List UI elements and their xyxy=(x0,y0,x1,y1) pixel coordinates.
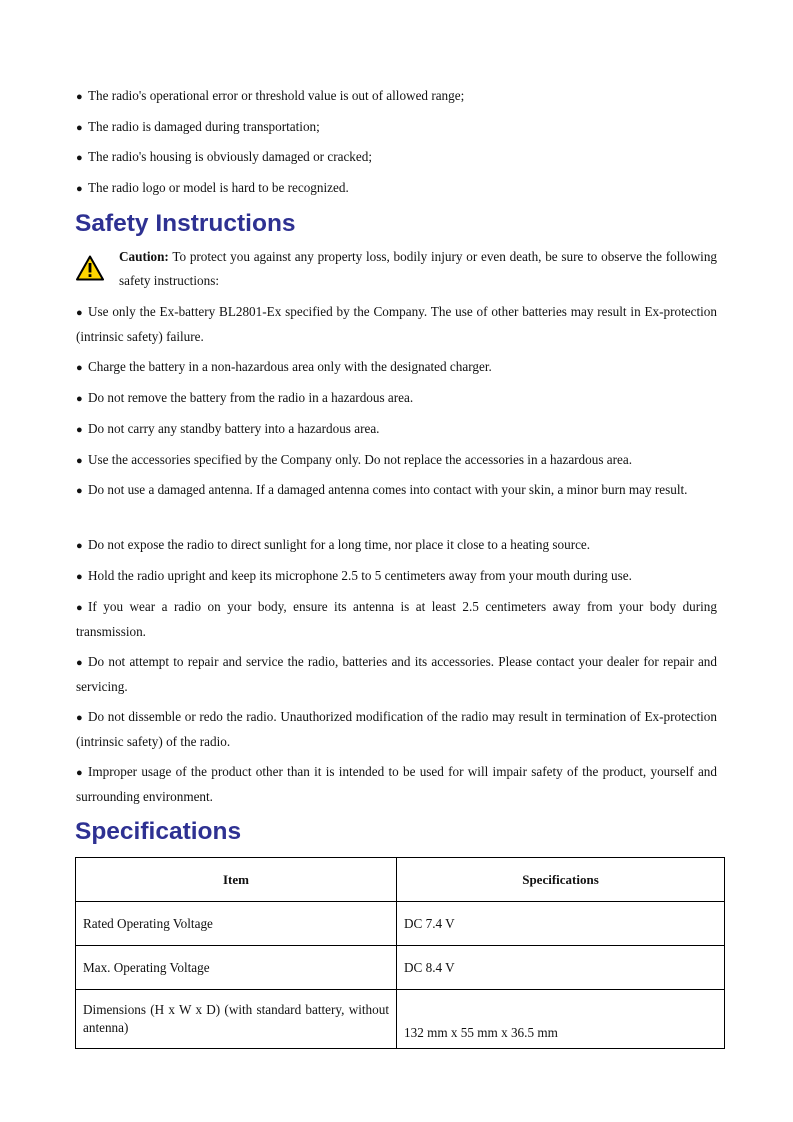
list-item-text: Do not expose the radio to direct sunlight for a long time, nor place it close to a heating source. xyxy=(88,537,591,552)
list-item xyxy=(76,760,717,809)
list-item-text: The radio's housing is obviously damaged or cracked; xyxy=(88,149,373,164)
list-item xyxy=(76,386,717,411)
bullet-icon: ● xyxy=(76,393,83,405)
table-cell-item: Dimensions (H x W x D) (with standard battery, without antenna) xyxy=(76,990,397,1049)
list-item-text: The radio's operational error or threshold value is out of allowed range; xyxy=(88,88,465,103)
list-item xyxy=(76,145,717,170)
bullet-icon: ● xyxy=(76,183,83,195)
bullet-icon: ● xyxy=(76,712,83,724)
list-item xyxy=(76,448,717,473)
caution-label: Caution: xyxy=(119,249,169,264)
bullet-icon: ● xyxy=(76,602,83,614)
bullet-icon: ● xyxy=(76,657,83,669)
list-item xyxy=(76,478,717,503)
list-item xyxy=(76,595,717,644)
list-item-text: Use the accessories specified by the Company only. Do not replace the accessories in a hazardous area. xyxy=(88,452,633,467)
list-item xyxy=(76,176,717,201)
list-item-text: Do not attempt to repair and service the radio, batteries and its accessories. Please contact your dealer for repair and servicing. xyxy=(76,654,717,694)
caution-text: To protect you against any property loss, bodily injury or even death, be sure to observe the following safety instructions: xyxy=(119,249,718,288)
table-cell-value: DC 8.4 V xyxy=(397,946,725,990)
list-item-text: Do not dissemble or redo the radio. Unauthorized modification of the radio may result in termination of Ex-protection (intrinsic safety) of the radio. xyxy=(76,709,717,749)
list-item-text: The radio logo or model is hard to be recognized. xyxy=(88,180,349,195)
column-header-specifications: Specifications xyxy=(397,858,725,902)
list-item xyxy=(76,300,717,349)
list-item-text: Improper usage of the product other than it is intended to be used for will impair safety of the product, yourself and surrounding environment. xyxy=(76,764,717,804)
table-cell-item: Max. Operating Voltage xyxy=(76,946,397,990)
table-row xyxy=(76,990,725,1049)
list-item xyxy=(76,564,717,589)
list-item-text: The radio is damaged during transportation; xyxy=(88,119,320,134)
bullet-icon: ● xyxy=(76,571,83,583)
bullet-icon: ● xyxy=(76,485,83,497)
bullet-icon: ● xyxy=(76,767,83,779)
section-heading-safety: Safety Instructions xyxy=(75,210,296,237)
table-header-row xyxy=(76,858,725,902)
table-cell-item: Rated Operating Voltage xyxy=(76,902,397,946)
bullet-icon: ● xyxy=(76,152,83,164)
bullet-icon: ● xyxy=(76,91,83,103)
list-item xyxy=(76,650,717,699)
bullet-icon: ● xyxy=(76,424,83,436)
column-header-item: Item xyxy=(76,858,397,902)
warning-triangle-icon xyxy=(76,255,104,281)
specifications-table xyxy=(75,857,725,1049)
list-item xyxy=(76,705,717,754)
table-cell-value: DC 7.4 V xyxy=(397,902,725,946)
list-item-text: If you wear a radio on your body, ensure its antenna is at least 2.5 centimeters away from your body during transmission. xyxy=(76,599,717,639)
bullet-icon: ● xyxy=(76,362,83,374)
list-item xyxy=(76,355,717,380)
list-item-text: Do not use a damaged antenna. If a damaged antenna comes into contact with your skin, a minor burn may result. xyxy=(88,482,688,497)
list-item xyxy=(76,115,717,140)
bullet-icon: ● xyxy=(76,122,83,134)
bullet-icon: ● xyxy=(76,540,83,552)
bullet-icon: ● xyxy=(76,307,83,319)
caution-note xyxy=(119,245,717,293)
list-item-text: Hold the radio upright and keep its microphone 2.5 to 5 centimeters away from your mouth during use. xyxy=(88,568,632,583)
list-item xyxy=(76,533,717,558)
table-row xyxy=(76,946,725,990)
list-item-text: Charge the battery in a non-hazardous area only with the designated charger. xyxy=(88,359,492,374)
list-item xyxy=(76,417,717,442)
list-item xyxy=(76,84,717,109)
table-cell-value: 132 mm x 55 mm x 36.5 mm xyxy=(397,990,725,1049)
section-heading-specifications: Specifications xyxy=(75,818,242,845)
list-item-text: Do not carry any standby battery into a hazardous area. xyxy=(88,421,380,436)
list-item-text: Do not remove the battery from the radio in a hazardous area. xyxy=(88,390,414,405)
list-item-text: Use only the Ex-battery BL2801-Ex specified by the Company. The use of other batteries may result in Ex-protection (intrinsic safety) failure. xyxy=(76,304,717,344)
bullet-icon: ● xyxy=(76,455,83,467)
table-row xyxy=(76,902,725,946)
